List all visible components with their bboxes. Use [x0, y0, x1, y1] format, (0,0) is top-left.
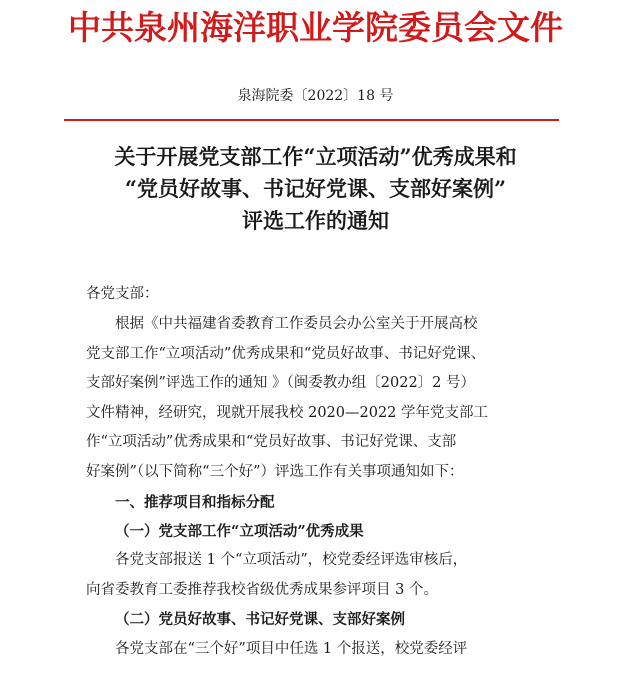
notice-title-line: 评选工作的通知: [242, 208, 389, 233]
red-divider-line: [64, 119, 559, 121]
paragraph-line: 党支部工作“立项活动”优秀成果和“党员好故事、书记好党课、: [86, 345, 486, 362]
paragraph-line: 各党支部在“三个好”项目中任选 1 个报送，校党委经评: [115, 641, 468, 657]
notice-title-line: “党员好故事、书记好党课、支部好案例”: [124, 176, 507, 201]
paragraph-line: 各党支部报送 1 个“立项活动”，校党委经评选审核后，: [115, 552, 468, 568]
paragraph-line: 文件精神，经研究，现就开展我校 2020—2022 学年党支部工: [86, 404, 489, 421]
salutation: 各党支部：: [86, 286, 159, 302]
org-header-title: 中共泉州海洋职业学院委员会文件: [68, 8, 563, 47]
notice-title-line: 关于开展党支部工作“立项活动”优秀成果和: [114, 144, 517, 169]
subsection-heading: （二）党员好故事、书记好党课、支部好案例: [115, 611, 405, 628]
paragraph-line: 作“立项活动”优秀成果和“党员好故事、书记好党课、支部: [86, 434, 457, 451]
paragraph-line: 好案例”（以下简称“三个好”）评选工作有关事项通知如下：: [86, 463, 464, 480]
section-heading: 一、推荐项目和指标分配: [115, 494, 275, 511]
subsection-paragraph: [86, 546, 556, 605]
notice-title: [0, 141, 631, 237]
intro-paragraph: [86, 310, 556, 488]
paragraph-line: 根据《中共福建省委教育工作委员会办公室关于开展高校: [115, 316, 478, 332]
paragraph-line: 向省委教育工委推荐我校省级优秀成果参评项目 3 个。: [86, 581, 438, 598]
document-number: 泉海院委〔2022〕18 号: [237, 88, 394, 104]
subsection-heading: （一）党支部工作“立项活动”优秀成果: [115, 523, 364, 540]
subsection-paragraph: [86, 635, 556, 665]
paragraph-line: 支部好案例”评选工作的通知 》（闽委教办组〔2022〕2 号）: [86, 375, 476, 392]
